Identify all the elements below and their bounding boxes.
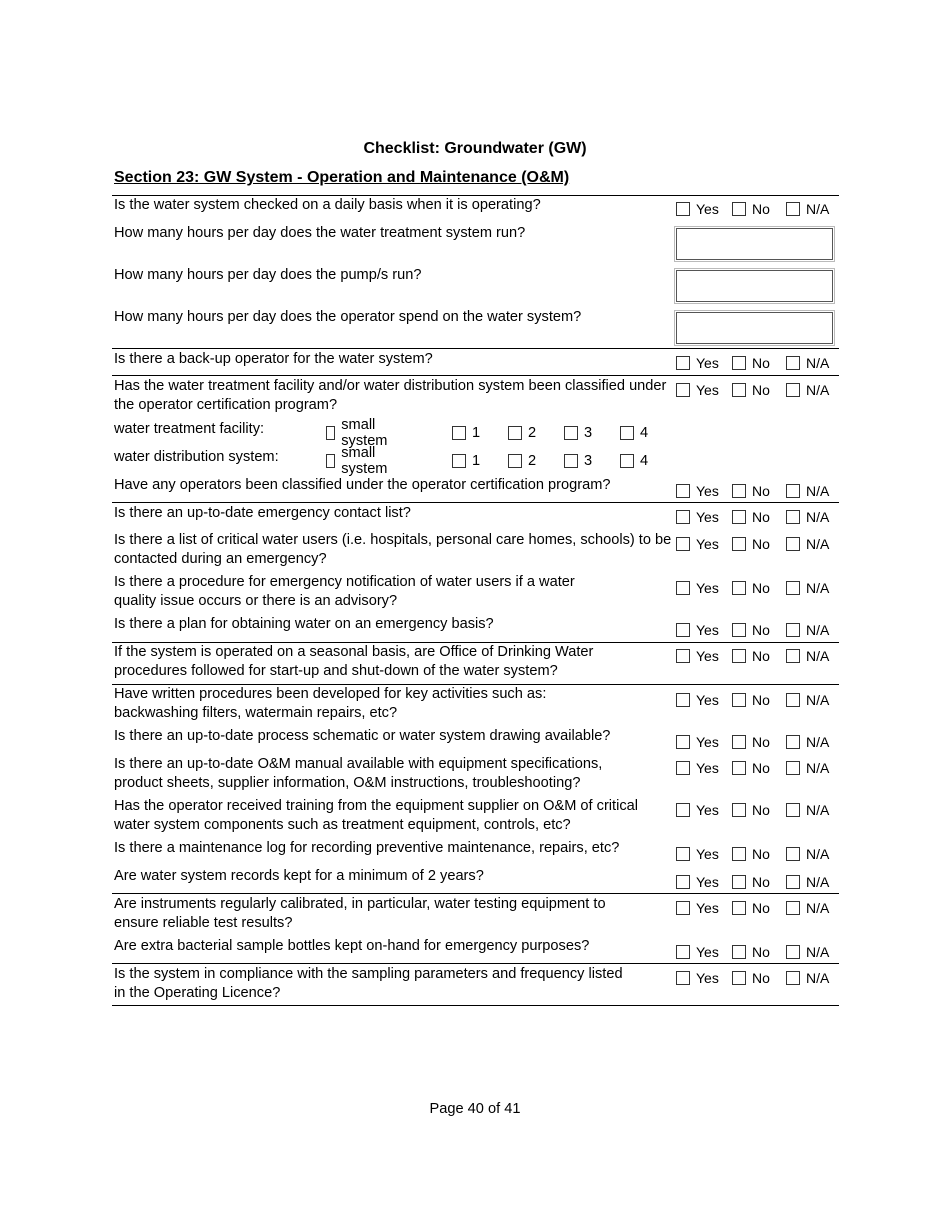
- yes-option[interactable]: Yes: [676, 899, 719, 917]
- yes-option[interactable]: Yes: [676, 354, 719, 372]
- level-4-checkbox[interactable]: [620, 426, 634, 440]
- yes-checkbox[interactable]: [676, 735, 690, 749]
- small-system-checkbox[interactable]: [326, 454, 335, 468]
- level-4-checkbox[interactable]: [620, 454, 634, 468]
- yes-checkbox[interactable]: [676, 875, 690, 889]
- na-option[interactable]: N/A: [786, 482, 829, 500]
- question-text: Is the water system checked on a daily basis when it is operating?: [114, 197, 541, 213]
- na-checkbox[interactable]: [786, 484, 800, 498]
- no-checkbox[interactable]: [732, 945, 746, 959]
- no-option[interactable]: No: [732, 733, 770, 751]
- level-1-checkbox[interactable]: [452, 454, 466, 468]
- yes-checkbox[interactable]: [676, 581, 690, 595]
- na-checkbox[interactable]: [786, 971, 800, 985]
- yes-checkbox[interactable]: [676, 356, 690, 370]
- na-option[interactable]: N/A: [786, 969, 829, 987]
- divider: [112, 1005, 839, 1006]
- yes-checkbox[interactable]: [676, 623, 690, 637]
- na-checkbox[interactable]: [786, 356, 800, 370]
- level-4[interactable]: 4: [620, 452, 648, 470]
- yes-option[interactable]: Yes: [676, 733, 719, 751]
- answer-options: [676, 943, 838, 963]
- yes-option[interactable]: Yes: [676, 943, 719, 961]
- yes-checkbox[interactable]: [676, 484, 690, 498]
- na-option[interactable]: N/A: [786, 508, 829, 526]
- no-option[interactable]: No: [732, 899, 770, 917]
- na-checkbox[interactable]: [786, 901, 800, 915]
- yes-option[interactable]: Yes: [676, 647, 719, 665]
- yes-option[interactable]: Yes: [676, 691, 719, 709]
- answer-options: [676, 733, 838, 753]
- question-text: Is there a list of critical water users (i.e. hospitals, personal care homes, schools) to be contacted during an emergency?: [114, 532, 672, 567]
- yes-checkbox[interactable]: [676, 971, 690, 985]
- na-option[interactable]: N/A: [786, 647, 829, 665]
- na-checkbox[interactable]: [786, 581, 800, 595]
- no-checkbox[interactable]: [732, 875, 746, 889]
- level-1[interactable]: 1: [452, 424, 480, 442]
- small-system-checkbox[interactable]: [326, 426, 335, 440]
- na-option[interactable]: N/A: [786, 801, 829, 819]
- yes-checkbox[interactable]: [676, 537, 690, 551]
- level-2[interactable]: 2: [508, 452, 536, 470]
- level-3[interactable]: 3: [564, 424, 592, 442]
- no-checkbox[interactable]: [732, 356, 746, 370]
- na-checkbox[interactable]: [786, 735, 800, 749]
- na-checkbox[interactable]: [786, 510, 800, 524]
- question-text: Has the water treatment facility and/or water distribution system been classified under the operator certification program?: [114, 378, 667, 413]
- question-text: water treatment facility:: [114, 421, 265, 437]
- yes-option[interactable]: Yes: [676, 200, 719, 218]
- answer-options: [676, 381, 838, 401]
- no-checkbox[interactable]: [732, 623, 746, 637]
- no-checkbox[interactable]: [732, 735, 746, 749]
- answer-options: [676, 200, 838, 220]
- question-text: Have any operators been classified under the operator certification program?: [114, 477, 611, 493]
- na-option[interactable]: N/A: [786, 535, 829, 553]
- checklist-title: Checklist: Groundwater (GW): [363, 140, 587, 157]
- level-3-checkbox[interactable]: [564, 426, 578, 440]
- no-checkbox[interactable]: [732, 693, 746, 707]
- no-option[interactable]: No: [732, 535, 770, 553]
- na-option[interactable]: N/A: [786, 899, 829, 917]
- answer-options: [676, 845, 838, 865]
- question-text: Is there a plan for obtaining water on an emergency basis?: [114, 616, 494, 632]
- no-checkbox[interactable]: [732, 761, 746, 775]
- yes-checkbox[interactable]: [676, 202, 690, 216]
- level-1[interactable]: 1: [452, 452, 480, 470]
- na-option[interactable]: N/A: [786, 381, 829, 399]
- yes-checkbox[interactable]: [676, 510, 690, 524]
- question-text: Are instruments regularly calibrated, in particular, water testing equipment to ensure reliable test results?: [114, 896, 606, 931]
- yes-checkbox[interactable]: [676, 761, 690, 775]
- question-text: Is there a maintenance log for recording preventive maintenance, repairs, etc?: [114, 840, 620, 856]
- no-option[interactable]: No: [732, 621, 770, 639]
- na-checkbox[interactable]: [786, 202, 800, 216]
- na-option[interactable]: N/A: [786, 621, 829, 639]
- yes-option[interactable]: Yes: [676, 621, 719, 639]
- answer-options: [676, 899, 838, 919]
- yes-checkbox[interactable]: [676, 847, 690, 861]
- no-option[interactable]: No: [732, 873, 770, 891]
- yes-option[interactable]: Yes: [676, 482, 719, 500]
- no-option[interactable]: No: [732, 508, 770, 526]
- no-checkbox[interactable]: [732, 847, 746, 861]
- no-checkbox[interactable]: [732, 803, 746, 817]
- no-option[interactable]: No: [732, 691, 770, 709]
- question-text: If the system is operated on a seasonal basis, are Office of Drinking Water procedures followed for start-up and shut-down of the water system?: [114, 644, 594, 679]
- no-checkbox[interactable]: [732, 581, 746, 595]
- question-text: Is there a procedure for emergency notification of water users if a water quality issue occurs or there is an advisory?: [114, 574, 575, 609]
- yes-option[interactable]: Yes: [676, 381, 719, 399]
- yes-option[interactable]: Yes: [676, 759, 719, 777]
- na-checkbox[interactable]: [786, 693, 800, 707]
- question-text: Are extra bacterial sample bottles kept on-hand for emergency purposes?: [114, 938, 590, 954]
- answer-options: [676, 535, 838, 555]
- no-option[interactable]: No: [732, 647, 770, 665]
- no-checkbox[interactable]: [732, 202, 746, 216]
- no-option[interactable]: No: [732, 943, 770, 961]
- na-checkbox[interactable]: [786, 537, 800, 551]
- hours-operator-input[interactable]: [676, 312, 833, 344]
- na-option[interactable]: N/A: [786, 845, 829, 863]
- no-option[interactable]: No: [732, 969, 770, 987]
- na-option[interactable]: N/A: [786, 354, 829, 372]
- answer-options: [676, 759, 838, 779]
- no-option[interactable]: No: [732, 801, 770, 819]
- yes-option[interactable]: Yes: [676, 873, 719, 891]
- level-4[interactable]: 4: [620, 424, 648, 442]
- level-3[interactable]: 3: [564, 452, 592, 470]
- no-checkbox[interactable]: [732, 971, 746, 985]
- question-text: Is there an up-to-date O&M manual available with equipment specifications, product sheets, supplier information, O&M instructions, troubleshooting?: [114, 756, 603, 791]
- no-checkbox[interactable]: [732, 510, 746, 524]
- answer-options: [676, 969, 838, 989]
- level-small-system[interactable]: small system: [326, 452, 392, 470]
- no-option[interactable]: No: [732, 354, 770, 372]
- yes-option[interactable]: Yes: [676, 579, 719, 597]
- yes-option[interactable]: Yes: [676, 535, 719, 553]
- question-text: Is the system in compliance with the sampling parameters and frequency listed in the Operating Licence?: [114, 966, 623, 1001]
- answer-options: [676, 579, 838, 599]
- yes-option[interactable]: Yes: [676, 845, 719, 863]
- na-option[interactable]: N/A: [786, 579, 829, 597]
- divider: [112, 502, 839, 503]
- na-checkbox[interactable]: [786, 623, 800, 637]
- question-text: Is there an up-to-date emergency contact list?: [114, 505, 411, 521]
- divider: [112, 893, 839, 894]
- level-small-system[interactable]: small system: [326, 424, 392, 442]
- answer-options: [676, 354, 838, 374]
- answer-options: [676, 873, 838, 893]
- na-checkbox[interactable]: [786, 383, 800, 397]
- question-text: How many hours per day does the water treatment system run?: [114, 225, 526, 241]
- na-option[interactable]: N/A: [786, 733, 829, 751]
- level-1-checkbox[interactable]: [452, 426, 466, 440]
- question-text: How many hours per day does the pump/s run?: [114, 267, 422, 283]
- no-option[interactable]: No: [732, 845, 770, 863]
- level-3-checkbox[interactable]: [564, 454, 578, 468]
- answer-options: [676, 482, 838, 502]
- na-checkbox[interactable]: [786, 945, 800, 959]
- yes-checkbox[interactable]: [676, 945, 690, 959]
- na-checkbox[interactable]: [786, 875, 800, 889]
- section-title: Section 23: GW System - Operation and Maintenance (O&M): [114, 169, 570, 186]
- no-checkbox[interactable]: [732, 537, 746, 551]
- na-option[interactable]: N/A: [786, 873, 829, 891]
- yes-option[interactable]: Yes: [676, 969, 719, 987]
- no-option[interactable]: No: [732, 759, 770, 777]
- divider: [112, 963, 839, 964]
- answer-options: [676, 801, 838, 821]
- no-option[interactable]: No: [732, 579, 770, 597]
- answer-options: [676, 647, 838, 667]
- yes-checkbox[interactable]: [676, 901, 690, 915]
- answer-options: [676, 621, 838, 641]
- question-text: Has the operator received training from the equipment supplier on O&M of critical water system components such as treatment equipment, controls, etc?: [114, 798, 639, 833]
- no-option[interactable]: No: [732, 200, 770, 218]
- no-checkbox[interactable]: [732, 383, 746, 397]
- no-option[interactable]: No: [732, 381, 770, 399]
- hours-pump-input[interactable]: [676, 270, 833, 302]
- question-text: Have written procedures been developed for key activities such as: backwashing filters, watermain repairs, etc?: [114, 686, 547, 721]
- question-text: Is there a back-up operator for the water system?: [114, 351, 433, 367]
- na-checkbox[interactable]: [786, 761, 800, 775]
- page-number: Page 40 of 41: [429, 1101, 521, 1117]
- level-2-checkbox[interactable]: [508, 426, 522, 440]
- yes-checkbox[interactable]: [676, 649, 690, 663]
- na-checkbox[interactable]: [786, 649, 800, 663]
- no-checkbox[interactable]: [732, 649, 746, 663]
- na-option[interactable]: N/A: [786, 200, 829, 218]
- question-text: Is there an up-to-date process schematic or water system drawing available?: [114, 728, 611, 744]
- answer-options: [676, 508, 838, 528]
- level-2[interactable]: 2: [508, 424, 536, 442]
- divider: [112, 375, 839, 376]
- hours-treatment-input[interactable]: [676, 228, 833, 260]
- question-text: Are water system records kept for a minimum of 2 years?: [114, 868, 484, 884]
- yes-checkbox[interactable]: [676, 693, 690, 707]
- na-option[interactable]: N/A: [786, 943, 829, 961]
- divider: [112, 348, 839, 349]
- na-checkbox[interactable]: [786, 803, 800, 817]
- yes-option[interactable]: Yes: [676, 508, 719, 526]
- no-checkbox[interactable]: [732, 901, 746, 915]
- level-2-checkbox[interactable]: [508, 454, 522, 468]
- no-checkbox[interactable]: [732, 484, 746, 498]
- yes-option[interactable]: Yes: [676, 801, 719, 819]
- yes-checkbox[interactable]: [676, 803, 690, 817]
- question-text: How many hours per day does the operator spend on the water system?: [114, 309, 582, 325]
- question-text: water distribution system:: [114, 449, 279, 465]
- na-option[interactable]: N/A: [786, 691, 829, 709]
- answer-options: [676, 691, 838, 711]
- yes-checkbox[interactable]: [676, 383, 690, 397]
- na-checkbox[interactable]: [786, 847, 800, 861]
- no-option[interactable]: No: [732, 482, 770, 500]
- na-option[interactable]: N/A: [786, 759, 829, 777]
